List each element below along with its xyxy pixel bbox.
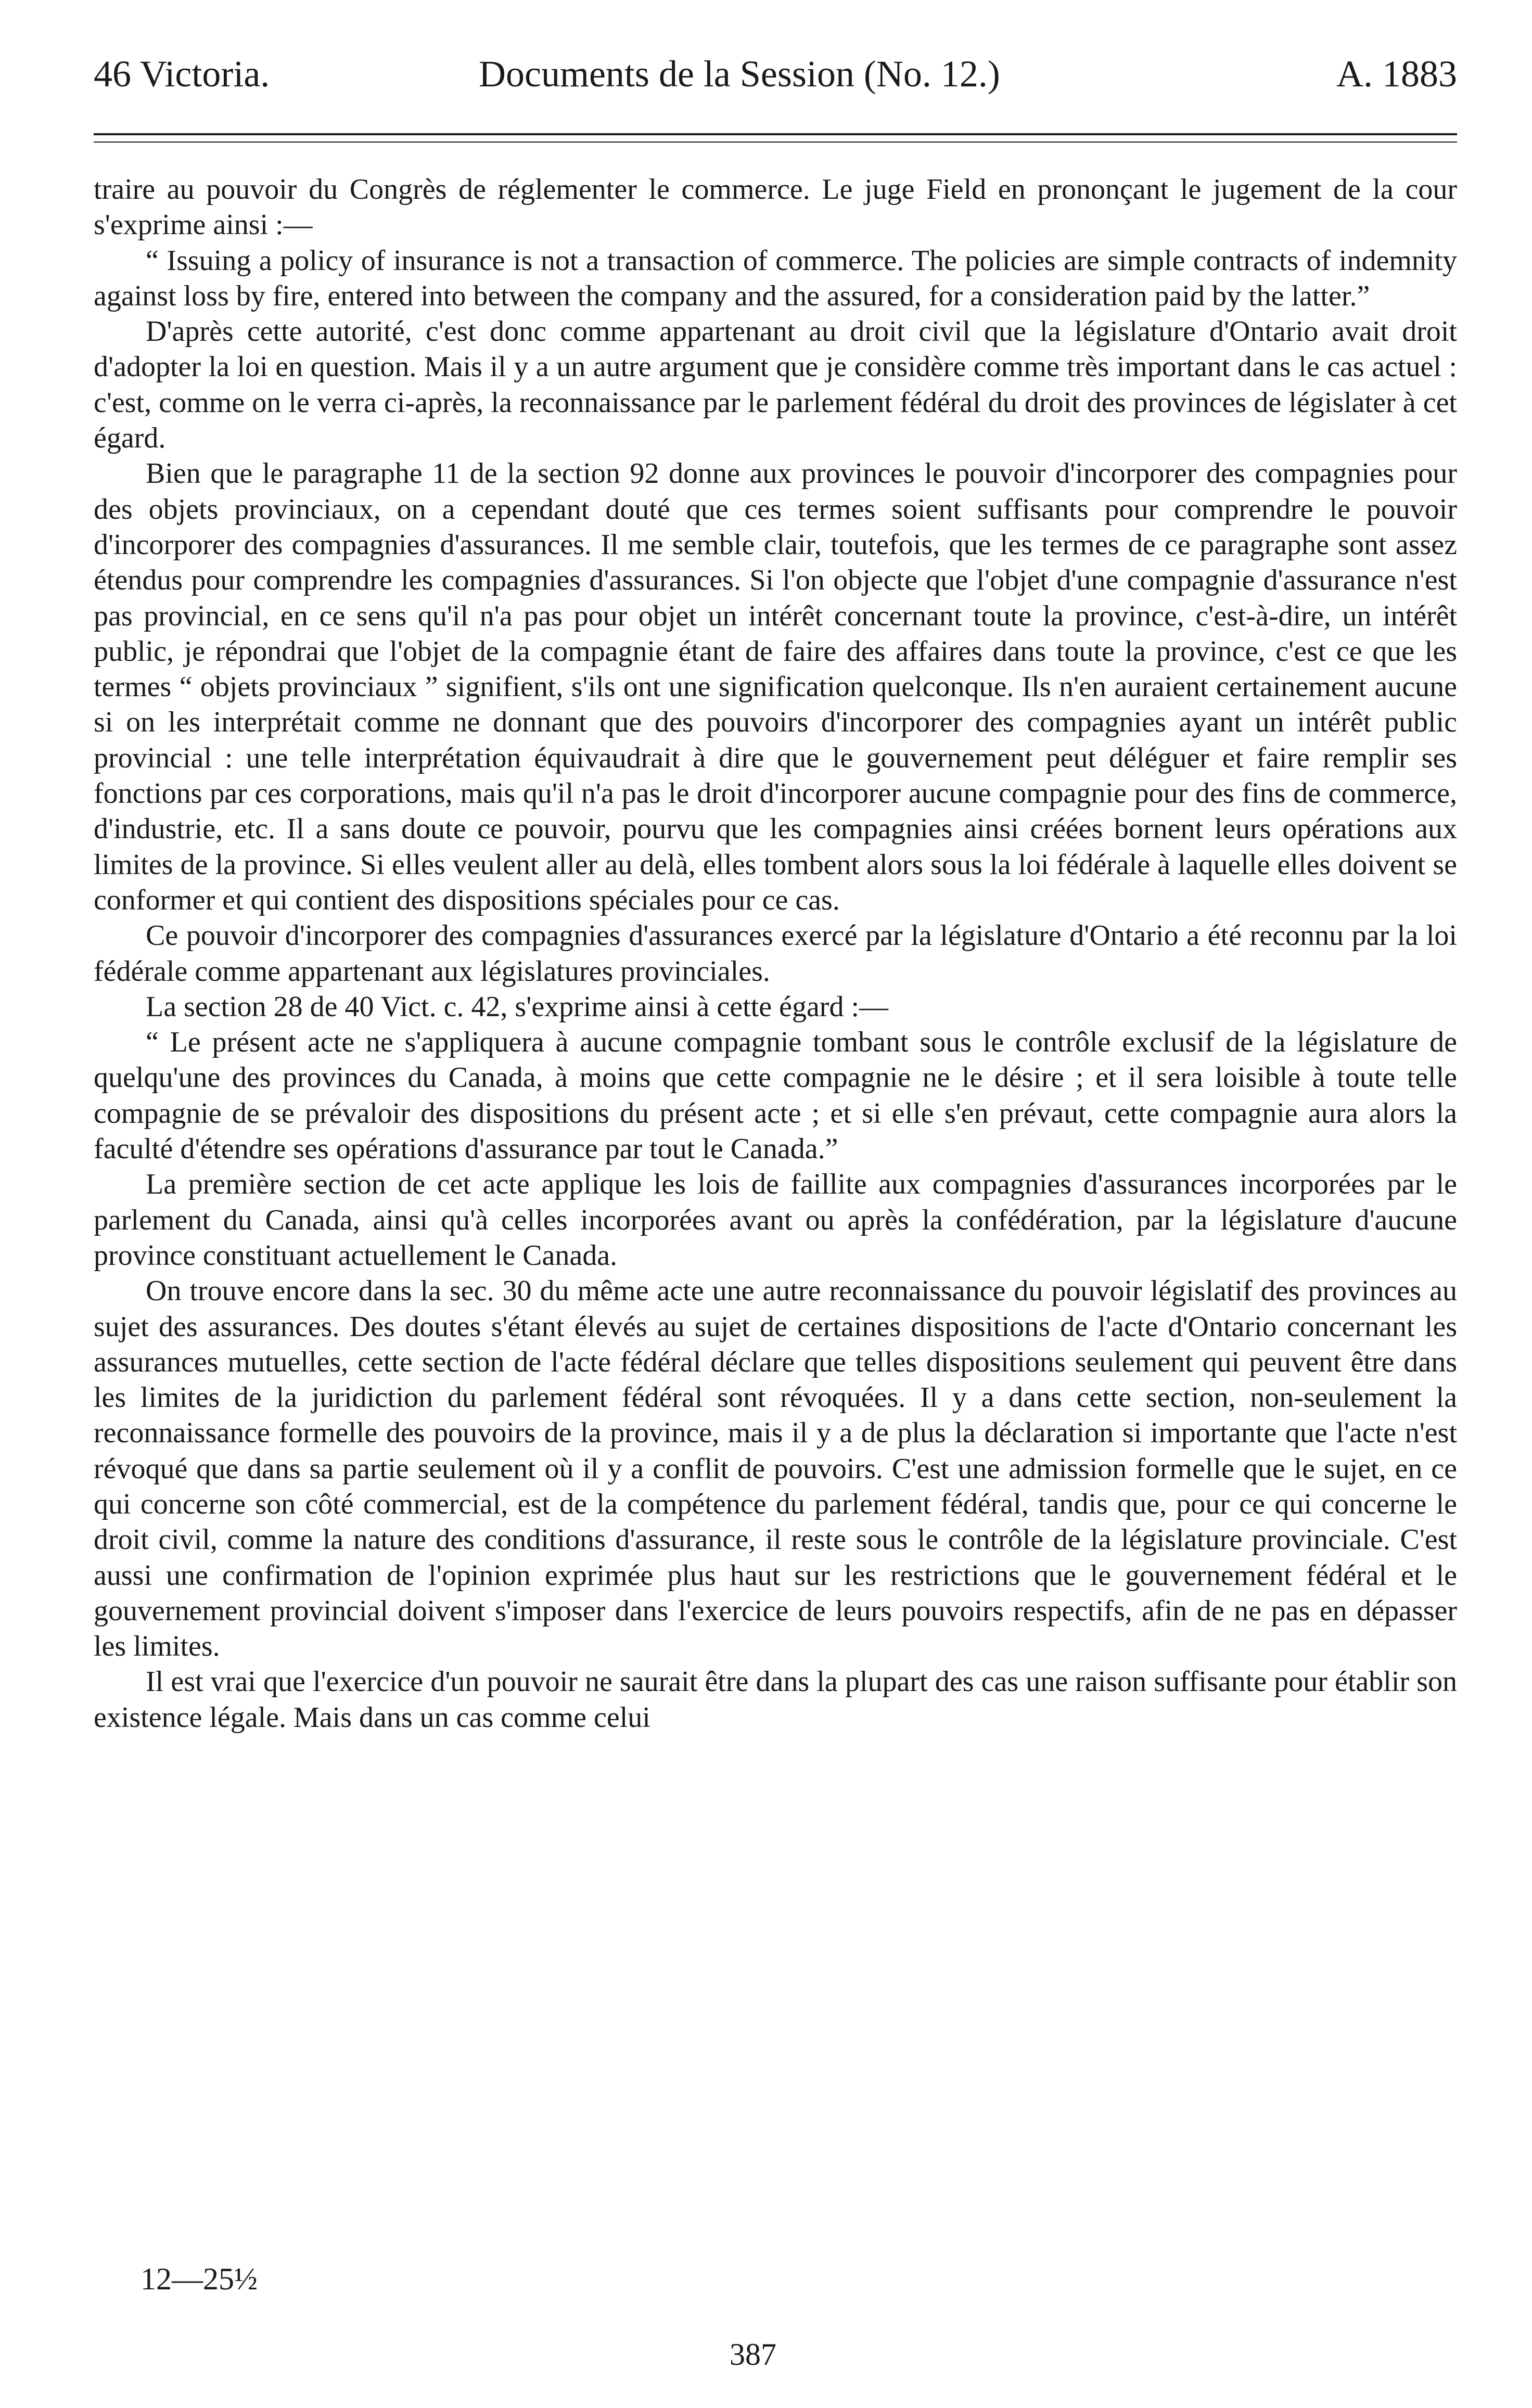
header-year: A. 1883 [1336, 53, 1457, 95]
header-rule-thin [94, 142, 1457, 143]
page-number: 387 [730, 2337, 776, 2372]
header-regnal-year: 46 Victoria. [94, 53, 270, 95]
paragraph: Bien que le paragraphe 11 de la section 92 donne aux provinces le pouvoir d'incorporer des compagnies pour des objets provinciaux, on a cependant douté que ces termes soient suffisants pour comprendre le pouvoir d'incorporer des compagnies d'assurances. Il me semble clair, toutefois, que les termes de ce paragraphe sont assez étendus pour comprendre les compagnies d'assurances. Si l'on objecte que l'objet d'une compagnie d'assurance n'est pas provincial, en ce sens qu'il n'a pas pour objet un intérêt concernant toute la province, c'est-à-dire, un intérêt public, je répondrai que l'objet de la compagnie étant de faire des affaires dans toute la province, c'est ce que les termes “ objets provinciaux ” signifient, s'ils ont une signification quelconque. Ils n'en auraient certainement aucune si on les interprétait comme ne donnant que des pouvoirs d'incorporer des compagnies ayant un intérêt public provincial : une telle interprétation équivaudrait à dire que le gouvernement peut déléguer et faire remplir ses fonctions par ces corporations, mais qu'il n'a pas le droit d'incorporer aucune compagnie pour des fins de commerce, d'industrie, etc. Il a sans doute ce pouvoir, pourvu que les compagnies ainsi créées bornent leurs opérations aux limites de la province. Si elles veulent aller au delà, elles tombent alors sous la loi fédérale à laquelle elles doivent se conformer et qui contient des dispositions spéciales pour ce cas. [94, 457, 1457, 916]
paragraph: Il est vrai que l'exercice d'un pouvoir ne saurait être dans la plupart des cas une raison suffisante pour établir son existence légale. Mais dans un cas comme celui [94, 1666, 1457, 1734]
paragraph: On trouve encore dans la sec. 30 du même acte une autre reconnaissance du pouvoir législatif des provinces au sujet des assurances. Des doutes s'étant élevés au sujet de certaines dispositions de l'acte d'Ontario concernant les assurances mutuelles, cette section de l'acte fédéral déclare que telles dispositions seulement qui peuvent être dans les limites de la juridiction du parlement fédéral sont révoquées. Il y a dans cette section, non-seulement la reconnaissance formelle des pouvoirs de la province, mais il y a de plus la déclaration si importante que l'acte n'est révoqué que dans sa partie seulement où il y a conflit de pouvoirs. C'est une admission formelle que le sujet, en ce qui concerne son côté commercial, est de la compétence du parlement fédéral, tandis que, pour ce qui concerne le droit civil, comme la nature des conditions d'assurance, il reste sous le contrôle de la législature provinciale. C'est aussi une confirmation de l'opinion exprimée plus haut sur les restrictions que le gouvernement fédéral et le gouvernement provincial doivent s'imposer dans l'exercice de leurs pouvoirs respectifs, afin de ne pas en dépasser les limites. [94, 1275, 1457, 1663]
paragraph: La section 28 de 40 Vict. c. 42, s'exprime ainsi à cette égard :— [146, 990, 889, 1023]
signature-mark: 12—25½ [141, 2262, 258, 2296]
paragraph: Ce pouvoir d'incorporer des compagnies d'assurances exercé par la législature d'Ontario a été reconnu par la loi fédérale comme appartenant aux législatures provinciales. [94, 919, 1457, 988]
header-title: Documents de la Session (No. 12.) [479, 53, 1000, 95]
paragraph-quote-english: “ Issuing a policy of insurance is not a transaction of commerce. The policies are simple contracts of indemnity against loss by fire, entered into between the company and the assured, for a consideration paid by the latter.” [94, 244, 1457, 312]
paragraph-quote-french: “ Le présent acte ne s'appliquera à aucune compagnie tombant sous le contrôle exclusif de la législature de quelqu'une des provinces du Canada, à moins que cette compagnie ne le désire ; et il sera loisible à toute telle compagnie de se prévaloir des dispositions du présent acte ; et si elle s'en prévaut, cette compagnie aura alors la faculté d'étendre ses opérations d'assurance par tout le Canada.” [94, 1026, 1457, 1165]
paragraph: D'après cette autorité, c'est donc comme appartenant au droit civil que la législature d'Ontario avait droit d'adopter la loi en question. Mais il y a un autre argument que je considère comme très important dans le cas actuel : c'est, comme on le verra ci-après, la reconnaissance par le parlement fédéral du droit des provinces de législater à cet égard. [94, 315, 1457, 455]
body-text [94, 172, 1457, 1735]
running-header [94, 48, 1457, 100]
paragraph: La première section de cet acte applique les lois de faillite aux compagnies d'assurances incorporées par le parlement du Canada, ainsi qu'à celles incorporées avant ou après la confédération, par la législature d'aucune province constituant actuellement le Canada. [94, 1168, 1457, 1272]
header-rule-thick [94, 133, 1457, 135]
paragraph-continuation: traire au pouvoir du Congrès de réglementer le commerce. Le juge Field en prononçant le jugement de la cour s'exprime ainsi :— [94, 173, 1457, 241]
